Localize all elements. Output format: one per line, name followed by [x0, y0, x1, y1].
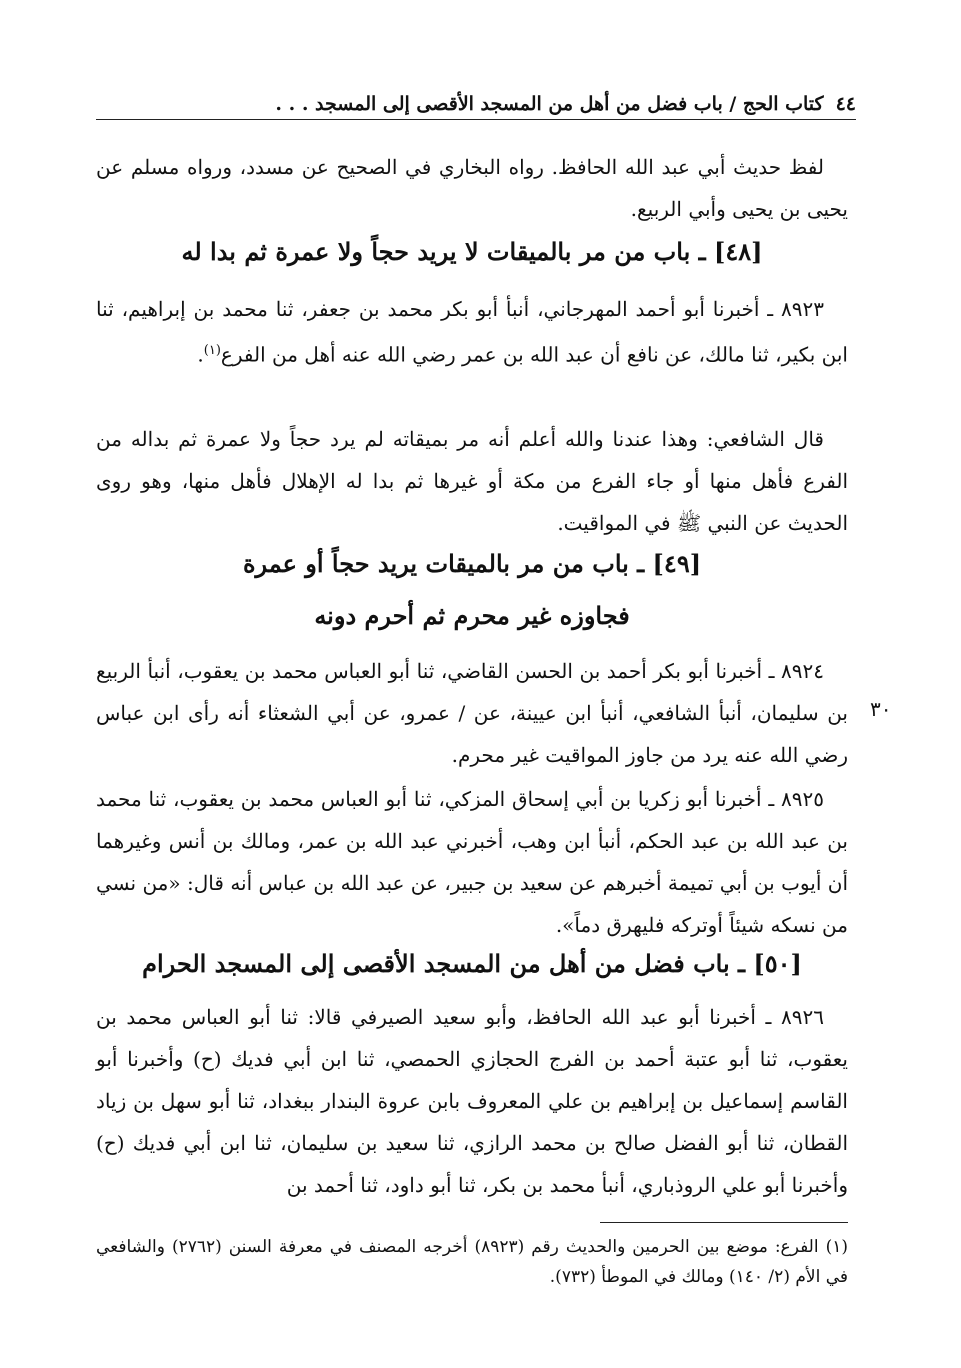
chapter-49-heading-line1: [٤٩] ـ باب من مر بالميقات يريد حجاً أو عمرة: [242, 549, 702, 578]
hadith-8923-block: [96, 288, 848, 376]
footnotes: [96, 1232, 848, 1292]
main-text: [96, 146, 848, 230]
chapter-49-heading-block: [96, 544, 848, 636]
chapter-48-heading-block: [96, 232, 848, 272]
hadith-8926-block: [96, 996, 848, 1206]
hadith-8925: ٨٩٢٥ ـ أخبرنا أبو زكريا بن أبي إسحاق المزكي، ثنا أبو العباس محمد بن يعقوب، ثنا محمد بن عبد الله بن عبد الحكم، أنبأ ابن وهب، أخبرني عبد الله بن عمر، ومالك بن أنس وغيرهما أن أيوب بن أبي تميمة أخبرهم عن سعيد بن جبير، عن عبد الله بن عباس أنه قال: «من نسي من نسكه شيئاً أوتركه فليهرق دماً».: [96, 787, 848, 937]
hadith-8923-end: .: [197, 342, 204, 367]
hadith-8923-text: ٨٩٢٣ ـ أخبرنا أبو أحمد المهرجاني، أنبأ أبو بكر محمد بن جعفر، ثنا محمد بن إبراهيم، ثنا ابن بكير، ثنا مالك، عن نافع أن عبد الله بن عمر رضي الله عنه أهل من الفرع: [96, 297, 848, 367]
running-title: كتاب الحج / باب فضل من أهل من المسجد الأقصى إلى المسجد . . .: [275, 93, 824, 115]
chapter-50-heading-block: [96, 944, 848, 984]
hadith-8923: [96, 288, 848, 376]
footnote-divider: [600, 1222, 848, 1223]
running-header: [96, 84, 856, 120]
chapter-50-heading: [٥٠] ـ باب فضل من أهل من المسجد الأقصى إلى المسجد الحرام: [142, 949, 802, 978]
chapter-48-heading: [٤٨] ـ باب من مر بالميقات لا يريد حجاً ولا عمرة ثم بدا له: [181, 237, 763, 266]
shafii-comment-block: [96, 418, 848, 544]
shafii-comment: قال الشافعي: وهذا عندنا والله أعلم أنه مر بميقاته لم يرد حجاً ولا عمرة ثم بداله من الفرع فأهل منها أو جاء الفرع من مكة أو غيرها ثم بدا له الإهلال فأهل منها، وهو روى الحديث عن النبي ﷺ في المواقيت.: [96, 427, 848, 535]
hadith-8924: ٨٩٢٤ ـ أخبرنا أبو بكر أحمد بن الحسن القاضي، ثنا أبو العباس محمد بن يعقوب، أنبأ الربيع بن سليمان، أنبأ الشافعي، أنبأ ابن عيينة، عن / عمرو، عن أبي الشعثاء أنه رأى ابن عباس رضي الله عنه يرد من جاوز المواقيت غير محرم.: [96, 659, 848, 767]
chapter-49-heading-line2: فجاوزه غير محرم ثم أحرم دونه: [314, 601, 630, 630]
intro-paragraph: لفظ حديث أبي عبد الله الحافظ. رواه البخاري في الصحيح عن مسدد، ورواه مسلم عن يحيى بن يحيى وأبي الربيع.: [96, 155, 848, 221]
page-number: ٤٤: [835, 93, 856, 115]
hadith-8926: ٨٩٢٦ ـ أخبرنا أبو عبد الله الحافظ، وأبو سعيد الصيرفي قالا: ثنا أبو العباس محمد بن يعقوب، ثنا أبو عتبة أحمد بن الفرج الحجازي الحمصي، ثنا ابن أبي فديك (ح) وأخبرنا أبو القاسم إسماعيل بن إبراهيم بن علي المعروف بابن عروة البندار ببغداد، ثنا أبو سهل بن زياد القطان، ثنا أبو الفضل صالح بن محمد الرازي، ثنا سعيد بن سليمان، ثنا ابن أبي فديك (ح) وأخبرنا أبو علي الروذباري، أنبأ محمد بن بكر، ثنا أبو داود، ثنا أحمد بن: [96, 1005, 848, 1197]
footnote-ref-1: (١): [203, 343, 221, 358]
hadith-8924-block: [96, 650, 848, 776]
margin-volume-mark: ٣٠: [870, 697, 892, 721]
hadith-8925-block: [96, 778, 848, 946]
footnote-1: (١) الفرع: موضع بين الحرمين والحديث رقم (٨٩٢٣) أخرجه المصنف في معرفة السنن (٢٧٦٢) والشافعي في الأم (٢/ ١٤٠) ومالك في الموطأ (٧٣٢).: [96, 1237, 848, 1287]
